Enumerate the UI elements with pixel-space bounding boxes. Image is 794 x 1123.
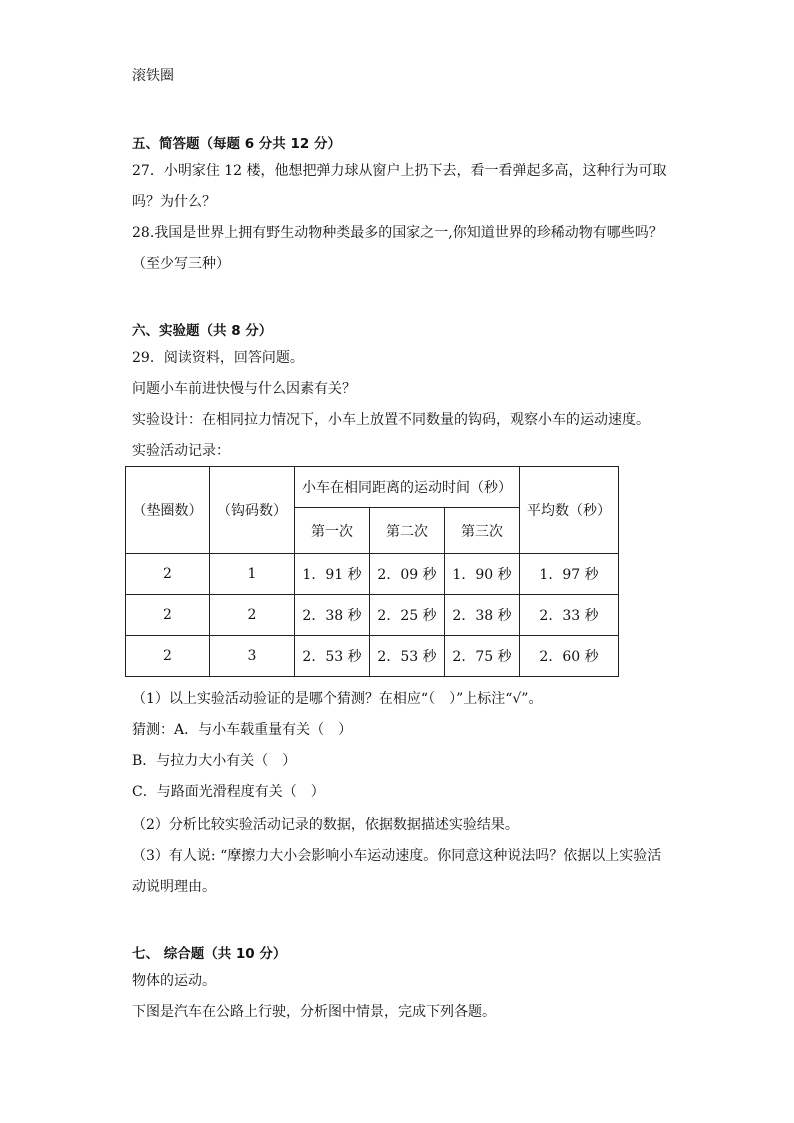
cell-trial-2: 2．09 秒 [370, 554, 445, 595]
sub-question-2: （2）分析比较实验活动记录的数据，依据数据描述实验结果。 [132, 817, 519, 833]
problem-statement: 问题小车前进快慢与什么因素有关？ [132, 381, 356, 397]
cell-trial-3: 1．90 秒 [445, 554, 520, 595]
question-27-line2: 吗？为什么？ [132, 194, 216, 210]
header-pads: （垫圈数） [126, 467, 210, 554]
cell-weights: 1 [210, 554, 295, 595]
section5-heading: 五、简答题（每题 6 分共 12 分） [132, 136, 341, 152]
section7-heading: 七、 综合题（共 10 分） [132, 946, 287, 962]
header-trial-2: 第二次 [370, 508, 445, 554]
sub-question-3-line2: 动说明理由。 [132, 879, 216, 895]
cell-trial-2: 2．53 秒 [370, 636, 445, 677]
question-27-line1: 27．小明家住 12 楼，他想把弹力球从窗户上扔下去，看一看弹起多高，这种行为可取 [132, 163, 667, 179]
cell-trial-1: 2．53 秒 [295, 636, 370, 677]
experiment-record-table [125, 466, 619, 677]
cell-weights: 2 [210, 595, 295, 636]
header-trial-1: 第一次 [295, 508, 370, 554]
section7-line1: 物体的运动。 [132, 973, 216, 989]
question-28-line1: 28.我国是世界上拥有野生动物种类最多的国家之一,你知道世界的珍稀动物有哪些吗？ [132, 225, 663, 241]
record-label: 实验活动记录： [132, 443, 230, 459]
table-row [126, 554, 619, 595]
cell-pads: 2 [126, 636, 210, 677]
table-row [126, 595, 619, 636]
header-average: 平均数（秒） [520, 467, 619, 554]
cell-pads: 2 [126, 554, 210, 595]
cell-trial-2: 2．25 秒 [370, 595, 445, 636]
guess-c: C．与路面光滑程度有关（ ） [132, 784, 325, 800]
sub-question-3-line1: （3）有人说: “摩擦力大小会影响小车运动速度。你同意这种说法吗？依据以上实验活 [132, 848, 662, 864]
section7-line2: 下图是汽车在公路上行驶，分析图中情景，完成下列各题。 [132, 1004, 496, 1020]
guess-b: B．与拉力大小有关（ ） [132, 753, 297, 769]
cell-trial-1: 2．38 秒 [295, 595, 370, 636]
table-row [126, 636, 619, 677]
cell-average: 1．97 秒 [520, 554, 619, 595]
cell-average: 2．33 秒 [520, 595, 619, 636]
experiment-design: 实验设计：在相同拉力情况下，小车上放置不同数量的钩码，观察小车的运动速度。 [132, 412, 650, 428]
header-trial-3: 第三次 [445, 508, 520, 554]
top-word: 滚铁圈 [132, 68, 174, 84]
header-time-group: 小车在相同距离的运动时间（秒） [295, 467, 520, 508]
question-29: 29．阅读资料，回答问题。 [132, 350, 304, 366]
sub-question-1: （1）以上实验活动验证的是哪个猜测？在相应“（ ）”上标注“√”。 [132, 691, 543, 707]
cell-average: 2．60 秒 [520, 636, 619, 677]
cell-pads: 2 [126, 595, 210, 636]
cell-weights: 3 [210, 636, 295, 677]
guess-a: 猜测：A．与小车载重量有关（ ） [132, 722, 353, 738]
cell-trial-1: 1．91 秒 [295, 554, 370, 595]
cell-trial-3: 2．75 秒 [445, 636, 520, 677]
header-weights: （钩码数） [210, 467, 295, 554]
question-28-line2: （至少写三种） [132, 256, 230, 272]
section6-heading: 六、实验题（共 8 分） [132, 323, 273, 339]
cell-trial-3: 2．38 秒 [445, 595, 520, 636]
